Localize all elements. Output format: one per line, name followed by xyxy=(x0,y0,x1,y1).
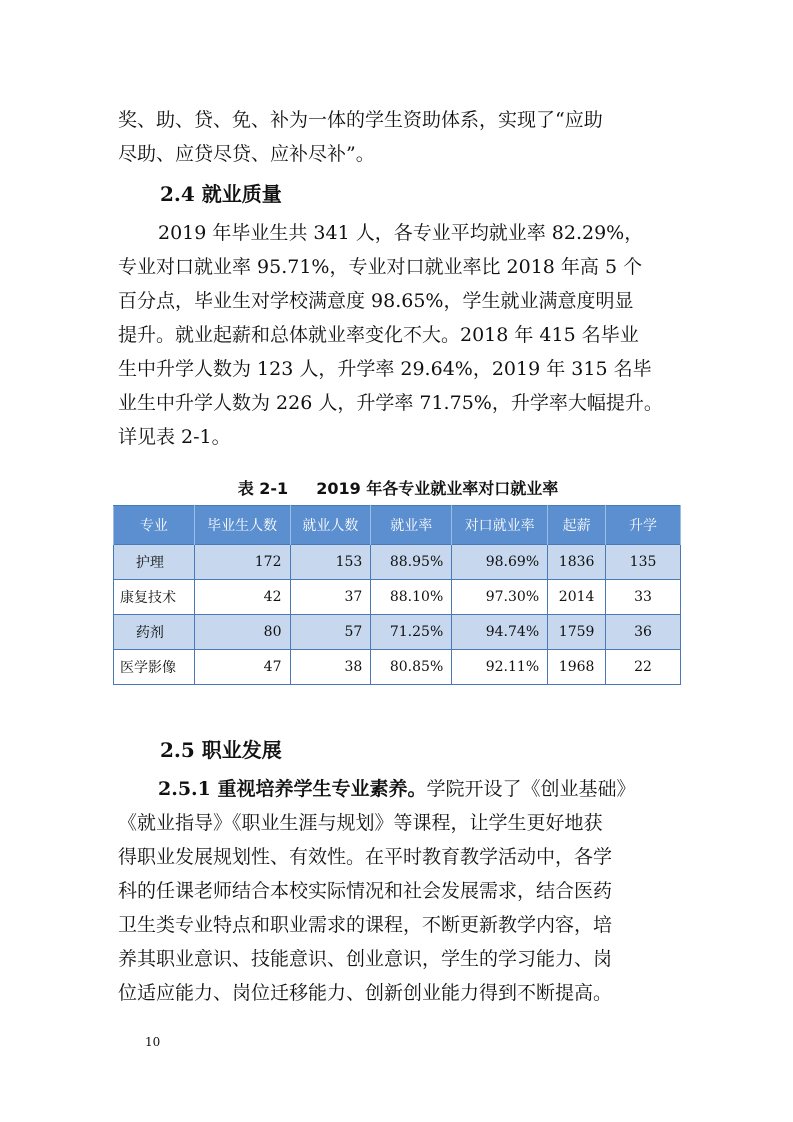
table-row xyxy=(114,650,681,685)
table-cell: 38 xyxy=(290,650,371,685)
text-line: 《就业指导》《职业生涯与规划》等课程，让学生更好地获 xyxy=(118,812,603,834)
column-header: 升学 xyxy=(606,506,681,545)
table-header-row xyxy=(114,506,681,545)
table-cell: 57 xyxy=(290,615,371,650)
table-caption-number: 表 2-1 xyxy=(237,479,289,498)
table-cell: 37 xyxy=(290,580,371,615)
text-line: 百分点，毕业生对学校满意度 98.65%，学生就业满意度明显 xyxy=(118,290,634,312)
table-caption-title: 2019 年各专业就业率对口就业率 xyxy=(316,479,559,498)
table-cell: 47 xyxy=(194,650,290,685)
text-line: 2019 年毕业生共 341 人，各专业平均就业率 82.29%， xyxy=(158,222,644,244)
table-row xyxy=(114,615,681,650)
table-row xyxy=(114,545,681,580)
table-cell: 2014 xyxy=(548,580,606,615)
text-line: 卫生类专业特点和职业需求的课程，不断更新教学内容，培 xyxy=(118,914,613,936)
table-cell: 36 xyxy=(606,615,681,650)
page-number: 10 xyxy=(145,1035,161,1049)
table-cell: 医学影像 xyxy=(114,650,195,685)
table-cell: 94.74% xyxy=(452,615,548,650)
table-cell: 97.30% xyxy=(452,580,548,615)
text-line: 生中升学人数为 123 人，升学率 29.64%，2019 年 315 名毕 xyxy=(118,358,652,380)
text-fragment: 学院开设了《创业基础》 xyxy=(426,778,636,800)
section-heading-2-5: 2.5 职业发展 xyxy=(160,738,282,762)
column-header: 起薪 xyxy=(548,506,606,545)
table-cell: 药剂 xyxy=(114,615,195,650)
table-cell: 1759 xyxy=(548,615,606,650)
text-line xyxy=(118,772,678,806)
table-cell: 1836 xyxy=(548,545,606,580)
table-cell: 康复技术 xyxy=(114,580,195,615)
table-cell: 135 xyxy=(606,545,681,580)
table-cell: 80.85% xyxy=(371,650,452,685)
text-line: 业生中升学人数为 226 人，升学率 71.75%，升学率大幅提升。 xyxy=(118,392,663,414)
intro-paragraph xyxy=(118,103,678,171)
text-line: 奖、助、贷、免、补为一体的学生资助体系，实现了“应助 xyxy=(118,109,603,131)
column-header: 专业 xyxy=(114,506,195,545)
sub-heading-2-5-1: 2.5.1 重视培养学生专业素养。 xyxy=(158,778,427,800)
table-cell: 33 xyxy=(606,580,681,615)
table-cell: 80 xyxy=(194,615,290,650)
table-row xyxy=(114,580,681,615)
column-header: 就业率 xyxy=(371,506,452,545)
text-line: 得职业发展规划性、有效性。在平时教育教学活动中，各学 xyxy=(118,846,613,868)
employment-paragraph xyxy=(118,216,678,454)
text-line: 专业对口就业率 95.71%，专业对口就业率比 2018 年高 5 个 xyxy=(118,256,643,278)
text-line: 详见表 2-1。 xyxy=(118,426,231,448)
table-cell: 22 xyxy=(606,650,681,685)
text-line: 尽助、应贷尽贷、应补尽补”。 xyxy=(118,143,375,165)
column-header: 对口就业率 xyxy=(452,506,548,545)
table-cell: 92.11% xyxy=(452,650,548,685)
text-line: 位适应能力、岗位迁移能力、创新创业能力得到不断提高。 xyxy=(118,982,613,1004)
text-line: 科的任课老师结合本校实际情况和社会发展需求，结合医药 xyxy=(118,880,613,902)
table-cell: 88.95% xyxy=(371,545,452,580)
table-cell: 42 xyxy=(194,580,290,615)
text-line: 养其职业意识、技能意识、创业意识，学生的学习能力、岗 xyxy=(118,948,613,970)
table-cell: 153 xyxy=(290,545,371,580)
career-paragraph xyxy=(118,772,678,1010)
table-caption xyxy=(118,476,678,499)
column-header: 毕业生人数 xyxy=(194,506,290,545)
table-cell: 172 xyxy=(194,545,290,580)
column-header: 就业人数 xyxy=(290,506,371,545)
table-cell: 1968 xyxy=(548,650,606,685)
table-cell: 98.69% xyxy=(452,545,548,580)
text-line: 提升。就业起薪和总体就业率变化不大。2018 年 415 名毕业 xyxy=(118,324,639,346)
section-heading-2-4: 2.4 就业质量 xyxy=(160,182,282,206)
employment-table xyxy=(113,505,681,685)
table-cell: 护理 xyxy=(114,545,195,580)
table-cell: 71.25% xyxy=(371,615,452,650)
table-cell: 88.10% xyxy=(371,580,452,615)
